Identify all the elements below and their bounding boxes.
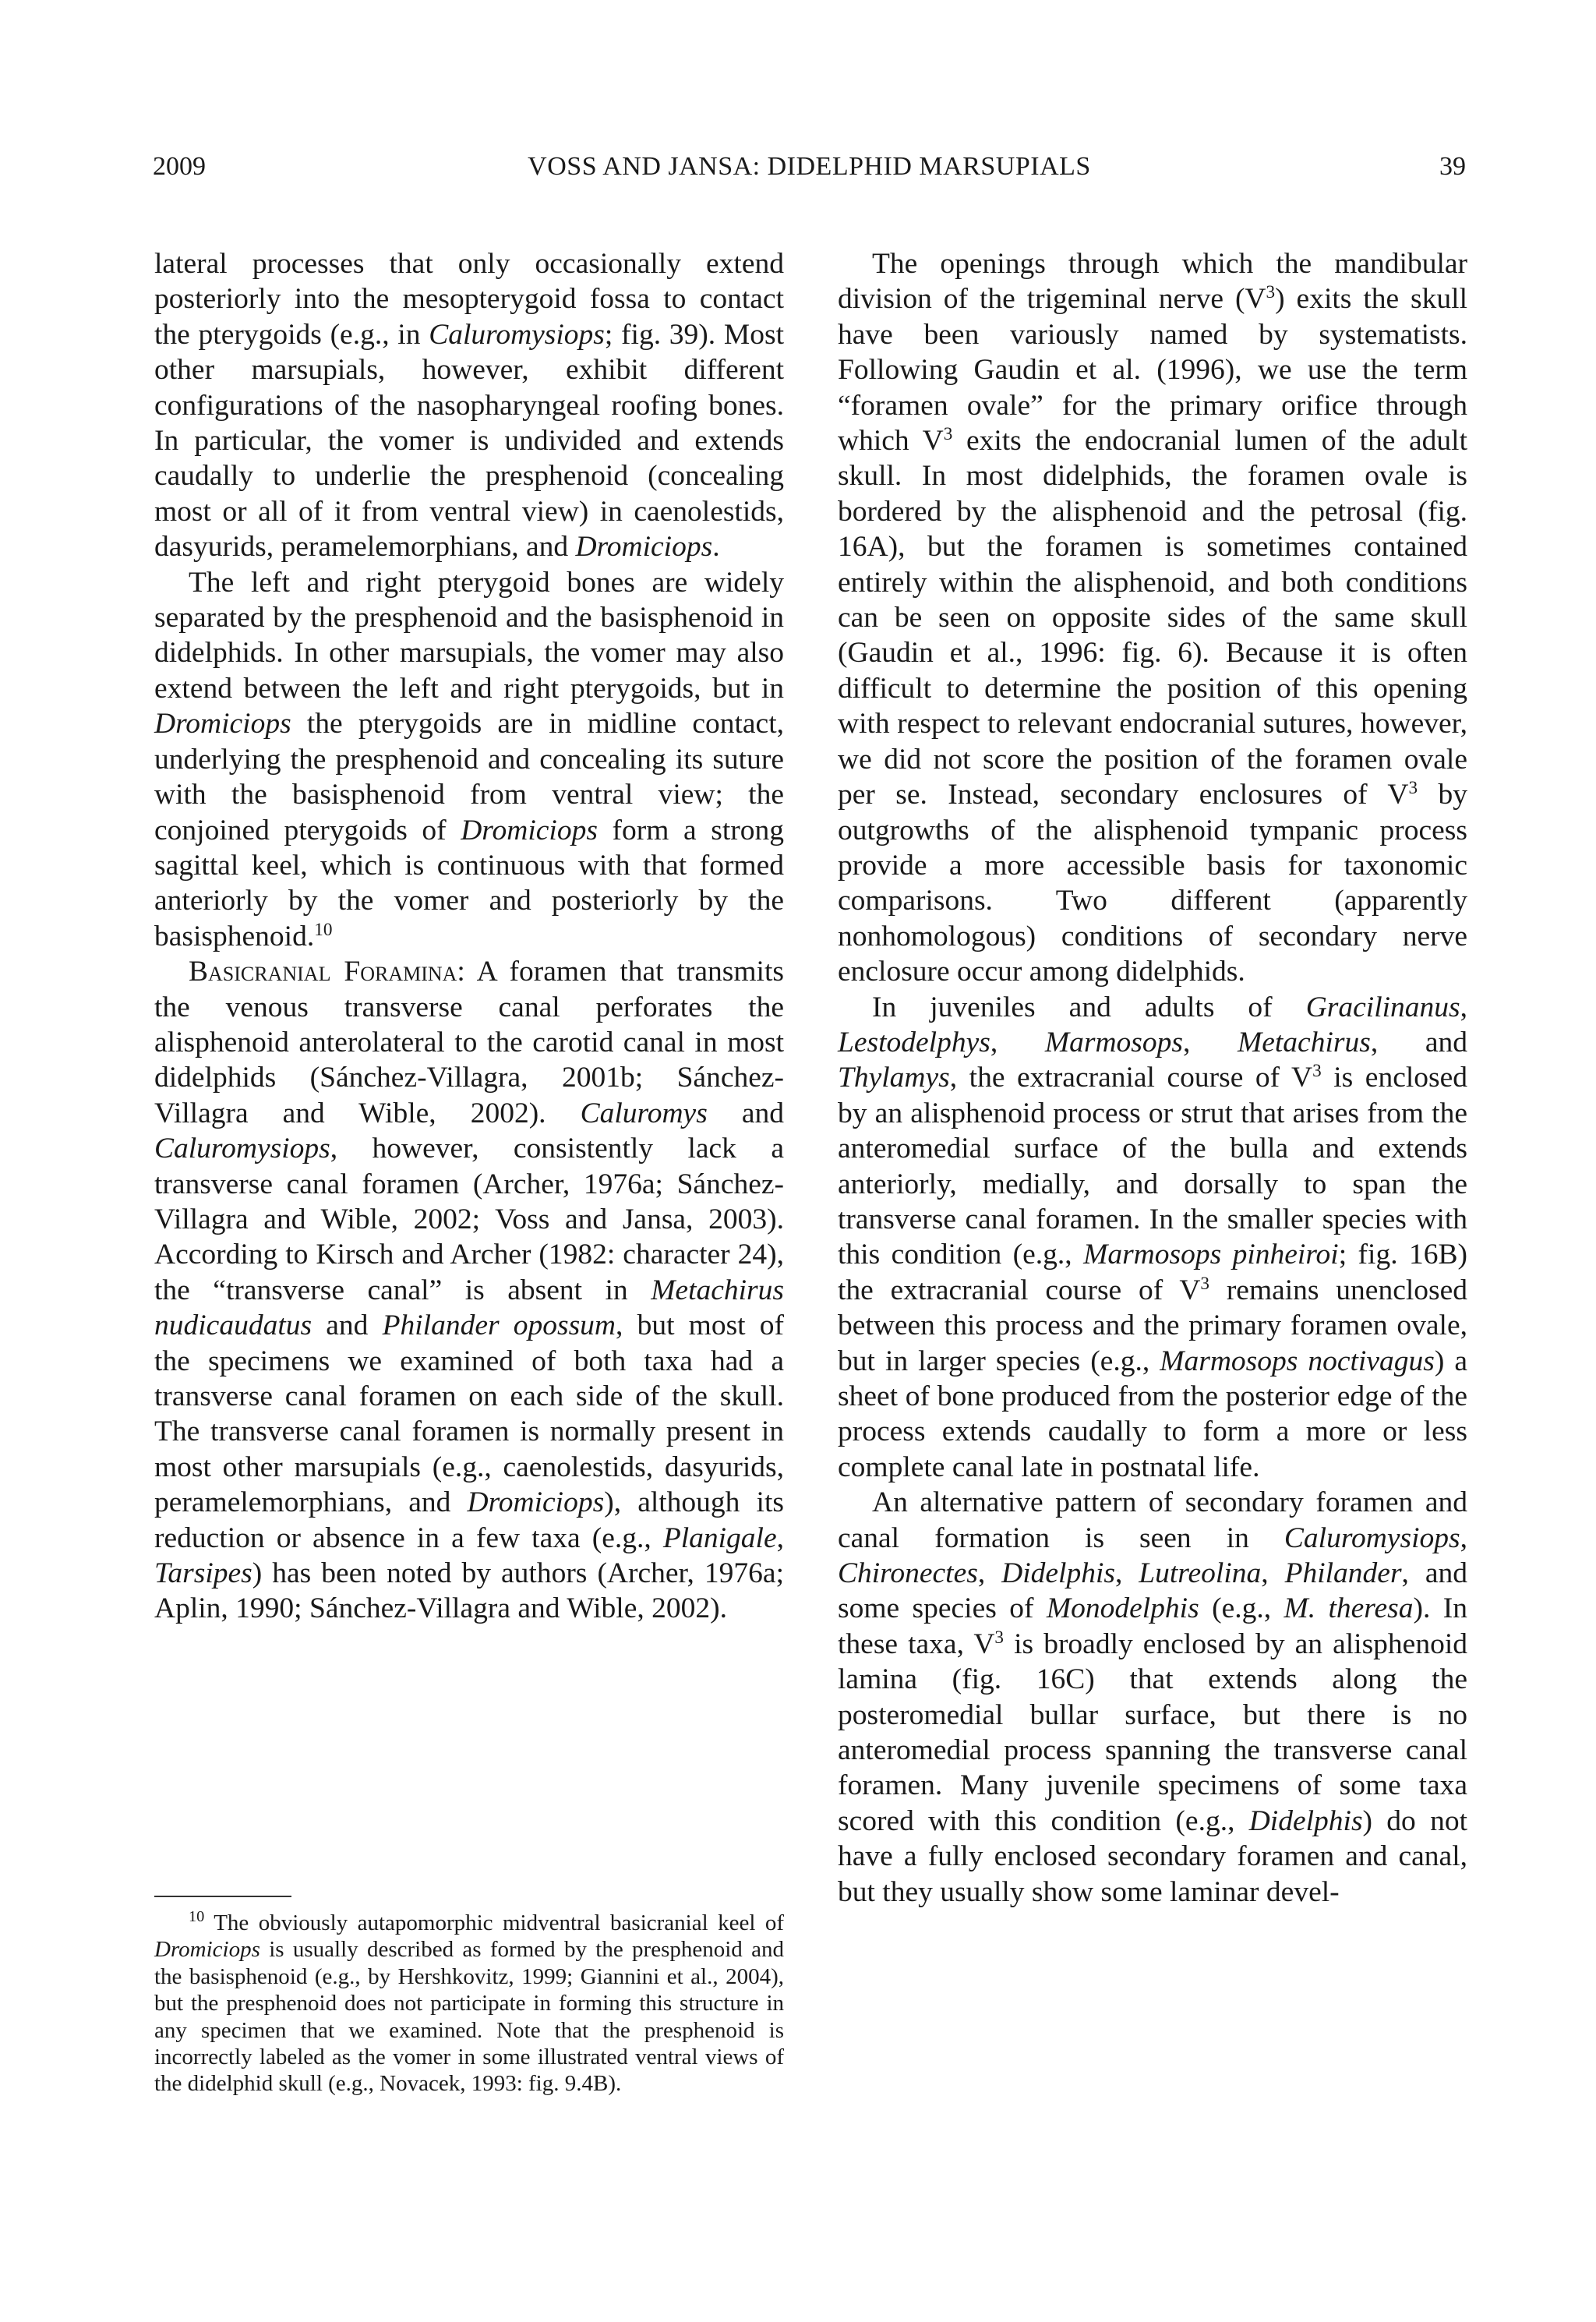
left-column — [154, 246, 784, 1627]
section-heading: Basicranial Foramina: — [189, 956, 465, 988]
paragraph: An alternative pattern of secondary foramen and canal formation is seen in Caluromysiops, Chironectes, Didelphis, Lutreolina, Philander, and some species of Monodelphis (e.g., M. theresa). In these taxa, $V^3$ is broadly enclosed by an alisphenoid lamina (fig. 16C) that extends along the posteromedial bullar surface, but there is no anteromedial process spanning the transverse canal foramen. Many juvenile specimens of some taxa scored with this condition (e.g., Didelphis) do not have a fully enclosed secondary foramen and canal, but they usually show some laminar devel- — [838, 1486, 1467, 1908]
header-title: VOSS AND JANSA: DIDELPHID MARSUPIALS — [528, 152, 1091, 181]
paragraph: The openings through which the mandibular division of the trigeminal nerve $(V^3)$ exits the skull have been variously named by systematists. Following Gaudin et al. (1996), we use the term “foramen ovale” for the primary orifice through which $V^3$ exits the endocranial lumen of the adult skull. In most didelphids, the foramen ovale is bordered by the alisphenoid and the petrosal (fig. 16A), but the foramen is sometimes contained entirely within the alisphenoid, and both conditions can be seen on opposite sides of the same skull (Gaudin et al., 1996: fig. 6). Because it is often difficult to determine the position of this opening with respect to relevant endocranial sutures, however, we did not score the position of the foramen ovale per se. Instead, secondary enclosures of $V^3$ by outgrowths of the alisphenoid tympanic process provide a more accessible basis for taxonomic comparisons. Two different (apparently nonhomologous) conditions of secondary nerve enclosure occur among didelphids. — [838, 248, 1468, 988]
paragraph: Basicranial Foramina: A foramen that transmits the venous transverse canal perforates the alisphenoid anterolateral to the carotid canal in most didelphids (Sánchez-Villagra, 2001b; Sánchez-Villagra and Wible, 2002). Caluromys and Caluromysiops, however, consistently lack a transverse canal foramen (Archer, 1976a; Sánchez-Villagra and Wible, 2002; Voss and Jansa, 2003). According to Kirsch and Archer (1982: character 24), the “transverse canal” is absent in Metachirus nudicaudatus and Philander opossum, but most of the specimens we examined of both taxa had a transverse canal foramen on each side of the skull. The transverse canal foramen is normally present in most other marsupials (e.g., caenolestids, dasyurids, peramelemorphians, and Dromiciops), although its reduction or absence in a few taxa (e.g., Planigale, Tarsipes) has been noted by authors (Archer, 1976a; Aplin, 1990; Sánchez-Villagra and Wible, 2002). — [154, 956, 785, 1625]
footnote: $^{10}$ The obviously autapomorphic midventral basicranial keel of Dromiciops is usually described as formed by the presphenoid and the basisphenoid (e.g., by Hershkovitz, 1999; Giannini et al., 2004), but the presphenoid does not participate in forming this structure in any specimen that we examined. Note that the presphenoid is incorrectly labeled as the vomer in some illustrated ventral views of the didelphid skull (e.g., Novacek, 1993: fig. 9.4B). — [154, 1907, 784, 2097]
paragraph: In juveniles and adults of Gracilinanus, Lestodelphys, Marmosops, Metachirus, and Thylamys, the extracranial course of $V^3$ is enclosed by an alisphenoid process or strut that arises from the anteromedial surface of the bulla and extends anteriorly, medially, and dorsally to span the transverse canal foramen. In the smaller species with this condition (e.g., Marmosops pinheiroi; fig. 16B) the extracranial course of $V^3$ remains unenclosed between this process and the primary foramen ovale, but in larger species (e.g., Marmosops noctivagus) a sheet of bone produced from the posterior edge of the process extends caudally to form a more or less complete canal late in postnatal life. — [838, 991, 1468, 1483]
running-header — [153, 145, 1466, 189]
footnote-number: 10 — [189, 1907, 205, 1925]
paragraph: lateral processes that only occasionally extend posteriorly into the mesopterygoid fossa to contact the pterygoids (e.g., in Caluromysiops; fig. 39). Most other marsupials, however, exhibit different configurations of the nasopharyngeal roofing bones. In particular, the vomer is undivided and extends caudally to underlie the presphenoid (concealing most or all of it from ventral view) in caenolestids, dasyurids, peramelemorphians, and Dromiciops. — [154, 248, 784, 564]
header-year: 2009 — [153, 152, 206, 181]
paragraph: The left and right pterygoid bones are widely separated by the presphenoid and the basisphenoid in didelphids. In other marsupials, the vomer may also extend between the left and right pterygoids, but in Dromiciops the pterygoids are in midline contact, underlying the presphenoid and concealing its suture with the basisphenoid from ventral view; the conjoined pterygoids of Dromiciops form a strong sagittal keel, which is continuous with that formed anteriorly by the vomer and posteriorly by the basisphenoid.$^{10}$ — [154, 566, 784, 952]
footnote-ref: 10 — [314, 919, 333, 940]
page-number: 39 — [1439, 152, 1466, 181]
footnote-divider — [154, 1896, 291, 1897]
right-column — [838, 246, 1467, 1910]
